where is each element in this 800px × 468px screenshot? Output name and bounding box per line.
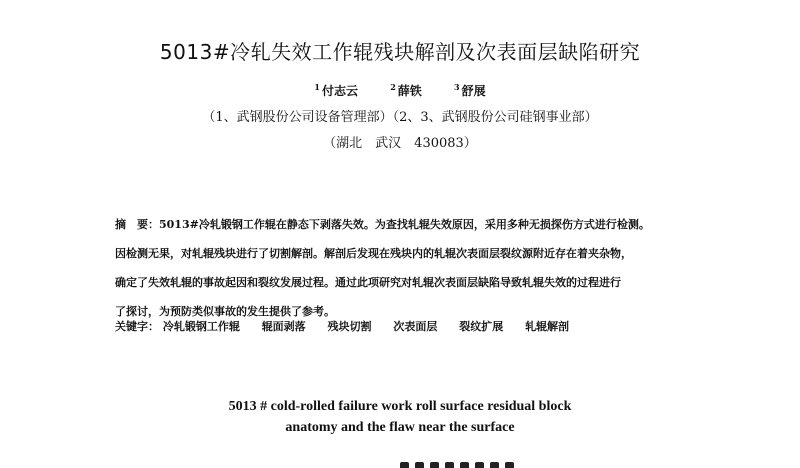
author-list [0, 82, 800, 99]
keyword-5: 裂纹扩展 [459, 320, 504, 333]
keywords [115, 318, 587, 334]
keyword-3: 残块切割 [327, 320, 372, 333]
english-title-line-2: anatomy and the flaw near the surface [285, 420, 515, 435]
author-1-mark: 1 [314, 82, 320, 92]
glyph-fragment [415, 462, 424, 468]
abstract-line-1: 摘 要：5013#冷轧锻钢工作辊在静态下剥落失效。为查找轧辊失效原因，采用多种无损探伤方式进行检测。 [115, 218, 650, 231]
glyph-fragment [490, 462, 499, 468]
author-3-name: 舒展 [461, 84, 486, 98]
abstract-line-2: 因检测无果，对轧辊残块进行了切割解剖。解剖后发现在残块内的轧辊次表面层裂纹源附近存在着夹杂物， [115, 247, 632, 260]
keyword-2: 辊面剥落 [261, 320, 306, 333]
keywords-label: 关键字： [115, 320, 159, 333]
paper-title: 5013#冷轧失效工作辊残块解剖及次表面层缺陷研究 [159, 40, 641, 64]
author-2 [390, 82, 422, 99]
keyword-6: 轧辊解剖 [525, 320, 570, 333]
author-2-mark: 2 [390, 82, 396, 92]
author-location: （湖北 武汉 430083） [323, 136, 477, 151]
author-3-mark: 3 [453, 82, 460, 92]
glyph-fragment [400, 462, 409, 468]
abstract-line-4: 了探讨，为预防类似事故的发生提供了参考。 [115, 305, 335, 318]
glyph-fragment [430, 462, 439, 468]
cropped-text-fragment [400, 456, 660, 468]
author-3 [454, 82, 486, 99]
glyph-fragment [475, 462, 484, 468]
abstract [115, 210, 705, 326]
abstract-line-3: 确定了失效轧辊的事故起因和裂纹发展过程。通过此项研究对轧辊次表面层缺陷导致轧辊失效的过程进行 [115, 276, 621, 289]
keyword-4: 次表面层 [393, 320, 438, 333]
author-1-name: 付志云 [322, 84, 359, 98]
author-affiliation: （1、武钢股份公司设备管理部）（2、3、武钢股份公司硅钢事业部） [202, 110, 598, 125]
glyph-fragment [505, 462, 514, 468]
author-1 [314, 82, 358, 99]
english-title [0, 396, 800, 438]
glyph-fragment [460, 462, 469, 468]
author-2-name: 薛铁 [397, 84, 422, 98]
glyph-fragment [445, 462, 454, 468]
english-title-line-1: 5013 # cold-rolled failure work roll surface residual block [228, 399, 572, 414]
keyword-1: 冷轧锻钢工作辊 [162, 320, 240, 333]
